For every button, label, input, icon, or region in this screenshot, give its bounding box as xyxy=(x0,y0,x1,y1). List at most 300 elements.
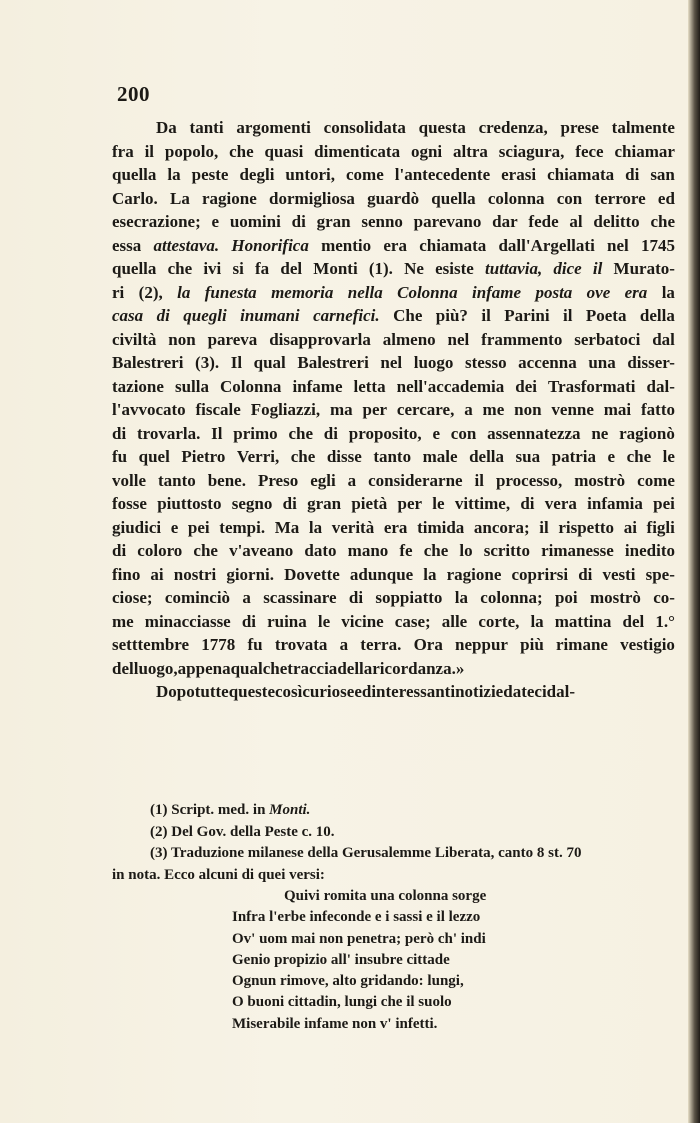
word: ne xyxy=(591,423,609,443)
text-line xyxy=(112,163,675,187)
word: Verri, xyxy=(236,447,280,466)
word: gran xyxy=(316,212,351,231)
word: primo xyxy=(233,423,278,443)
word: considerarne xyxy=(368,470,463,490)
word: cominciò xyxy=(164,588,231,607)
word: colonna; xyxy=(480,588,543,607)
word: Dovette xyxy=(284,564,340,584)
word: (3). xyxy=(195,353,220,372)
word: prese xyxy=(560,118,599,137)
word: come xyxy=(637,470,675,490)
word: Ne xyxy=(404,259,424,278)
word: che xyxy=(288,423,314,443)
word: neppur xyxy=(455,635,508,654)
word: ciose; xyxy=(112,588,153,607)
word: l'antecedente xyxy=(394,165,491,184)
word: luogo, xyxy=(133,658,178,678)
word: carnefici. xyxy=(313,306,380,325)
word: Murato- xyxy=(613,259,675,278)
text-line xyxy=(112,281,675,305)
word: e xyxy=(607,447,616,466)
word: ragione xyxy=(202,188,257,208)
verse-line: Genio propizio all' insubre cittade xyxy=(232,951,450,968)
word: chiamata xyxy=(547,165,615,184)
word: talmente xyxy=(611,118,675,137)
word: del xyxy=(622,611,645,631)
word: notizie xyxy=(455,682,504,701)
footnote-3-line-2: in nota. Ecco alcuni di quei versi: xyxy=(112,866,325,883)
word: e xyxy=(170,517,179,537)
word: infame xyxy=(471,282,522,302)
word: il xyxy=(539,517,549,537)
word: inumani xyxy=(240,306,300,325)
word: era xyxy=(624,282,648,302)
word: fu xyxy=(112,447,128,466)
word: di xyxy=(241,611,256,631)
word: memoria xyxy=(271,282,334,302)
word: Ma xyxy=(274,517,300,537)
word: più? xyxy=(435,306,468,325)
word: minacciasse xyxy=(144,611,231,631)
word: Balestreri xyxy=(112,353,184,372)
word: la xyxy=(177,282,191,302)
word: queste xyxy=(228,682,275,701)
word: disser- xyxy=(627,353,675,372)
verse-line: Infra l'erbe infeconde e i sassi e il lezzo xyxy=(232,909,481,926)
word: della xyxy=(337,658,373,678)
word: le xyxy=(662,447,675,466)
word: di xyxy=(156,306,170,325)
word: di xyxy=(291,212,306,231)
word: della xyxy=(639,306,675,325)
word: esecrazione; xyxy=(112,212,201,231)
word: disse xyxy=(326,447,362,466)
word: fece xyxy=(575,141,604,161)
word: dimenticata xyxy=(314,141,401,161)
word: e xyxy=(211,212,220,231)
word: il xyxy=(474,470,484,490)
word: gran xyxy=(307,494,342,513)
word: con xyxy=(556,188,583,208)
word: untori, xyxy=(285,165,336,184)
word: quegli xyxy=(183,306,227,325)
word: 1745 xyxy=(641,235,675,255)
word: più xyxy=(520,635,544,654)
word: con xyxy=(450,423,477,443)
text-line xyxy=(112,257,675,281)
word: quasi xyxy=(264,141,304,161)
word: ragione xyxy=(446,564,502,584)
text-line xyxy=(112,328,675,352)
word: argomenti xyxy=(236,118,311,137)
word: per xyxy=(397,494,423,513)
word: fede xyxy=(528,212,559,231)
word: civiltà xyxy=(112,329,157,349)
word: almeno xyxy=(382,329,436,349)
footnote-1-text: (1) Script. med. in xyxy=(150,802,266,818)
word: di xyxy=(323,423,338,443)
text-line xyxy=(112,516,675,540)
word: sciagura, xyxy=(498,141,565,161)
word: quella xyxy=(431,188,476,208)
text-line xyxy=(112,234,675,258)
word: Da xyxy=(156,118,177,137)
word: popolo, xyxy=(164,141,219,161)
word: spe- xyxy=(645,564,675,584)
word: adunque xyxy=(349,564,414,584)
word: guardò xyxy=(367,188,420,208)
word: che xyxy=(193,541,218,560)
text-line xyxy=(112,140,675,164)
word: disapprovarla xyxy=(269,329,371,349)
word: che xyxy=(650,212,675,231)
text-line xyxy=(112,210,675,234)
word: delitto xyxy=(593,212,640,231)
word: accenna xyxy=(518,353,577,372)
word: a xyxy=(464,400,473,419)
word: dei xyxy=(515,376,538,396)
word: a xyxy=(339,635,349,654)
word: giorni. xyxy=(226,564,275,584)
word: mostrò xyxy=(574,470,626,490)
word: pietà xyxy=(351,494,388,513)
footnote-3-line-1: (3) Traduzione milanese della Gerusalemme Liberata, canto 8 st. 70 xyxy=(150,845,582,861)
word: di xyxy=(625,165,640,184)
word: ri xyxy=(112,282,125,302)
word: frammento xyxy=(481,329,563,349)
word: ancora; xyxy=(473,517,530,537)
text-line xyxy=(112,351,675,375)
word: la xyxy=(423,564,437,584)
word: scritto xyxy=(483,541,530,560)
word: parevano xyxy=(413,212,482,231)
word: tanto xyxy=(157,470,196,490)
word: inedito xyxy=(624,541,675,560)
word: ma xyxy=(329,400,353,419)
word: me xyxy=(112,611,134,631)
word: mostrò xyxy=(589,588,641,607)
word: di xyxy=(112,541,127,560)
word: fe xyxy=(399,541,413,560)
word: lo xyxy=(459,541,473,560)
word: infamia xyxy=(587,494,643,513)
text-line xyxy=(112,586,675,610)
word: erasi xyxy=(501,165,537,184)
word: le xyxy=(317,611,331,631)
footnote-1 xyxy=(112,800,675,822)
word: fatto xyxy=(641,400,675,419)
word: la xyxy=(454,588,468,607)
word: terrore xyxy=(594,188,646,208)
word: di xyxy=(348,588,364,607)
text-line xyxy=(112,680,675,704)
text-line xyxy=(112,610,675,634)
word: l'avvocato xyxy=(112,400,186,419)
word: dar xyxy=(492,212,518,231)
text-line xyxy=(112,187,675,211)
word: (1). xyxy=(368,259,393,278)
word: proposito, xyxy=(348,423,422,443)
word: esiste xyxy=(435,259,474,278)
word: Balestreri xyxy=(297,353,369,372)
text-line xyxy=(112,492,675,516)
word: qual xyxy=(253,353,286,372)
word: (2), xyxy=(138,282,163,302)
word: trovarla. xyxy=(136,423,201,443)
word: poi xyxy=(554,588,578,607)
word: dormigliosa xyxy=(268,188,355,208)
word: appena xyxy=(177,658,231,678)
text-line xyxy=(112,539,675,563)
word: si xyxy=(232,259,244,278)
word: la xyxy=(308,517,323,537)
word: uomini xyxy=(229,212,281,231)
page-number: 200 xyxy=(117,82,150,106)
text-line xyxy=(112,116,675,140)
word: Il xyxy=(230,353,243,372)
word: nel xyxy=(447,329,470,349)
word: tuttavia, xyxy=(485,259,543,278)
verse-line: O buoni cittadin, lungi che il suolo xyxy=(232,994,452,1011)
word: Monti xyxy=(313,259,358,278)
word: credenza, xyxy=(478,118,548,137)
verse-quotation xyxy=(232,886,486,1035)
word: senno xyxy=(361,212,403,231)
word: fino xyxy=(112,564,141,584)
page-edge-shadow xyxy=(688,0,700,1123)
main-text xyxy=(112,116,675,704)
word: figli xyxy=(646,517,675,537)
word: degli xyxy=(239,165,275,184)
word: vera xyxy=(544,494,577,513)
word: traccia xyxy=(287,658,338,678)
word: assennatezza xyxy=(487,423,581,443)
word: ricordanza. xyxy=(372,658,456,678)
word: questa xyxy=(418,118,466,137)
word: Preso xyxy=(257,470,299,490)
word: setttembre xyxy=(112,635,190,654)
word: v'aveano xyxy=(229,541,294,560)
text-line xyxy=(112,469,675,493)
text-line xyxy=(112,633,675,657)
word: rimanesse xyxy=(541,541,614,560)
word: la xyxy=(167,165,181,184)
word: era xyxy=(383,235,407,255)
text-line xyxy=(112,398,675,422)
word: ruina xyxy=(267,611,307,631)
word: tempi. xyxy=(219,517,266,537)
word: dall'Argellati xyxy=(498,235,595,255)
word: Ora xyxy=(413,635,443,654)
text-line xyxy=(112,375,675,399)
word: di xyxy=(520,494,535,513)
verse-line: Quivi romita una colonna sorge xyxy=(284,888,487,904)
verse-line: Miserabile infame non v' infetti. xyxy=(232,1015,438,1032)
word: la xyxy=(661,282,675,302)
word: Colonna xyxy=(397,282,458,302)
word: segno xyxy=(231,494,273,513)
word: ragionò xyxy=(619,423,675,443)
word: bene. xyxy=(207,470,246,490)
word: a xyxy=(242,588,251,607)
word: rimane xyxy=(556,635,608,654)
word: san xyxy=(650,165,675,184)
word: fiscale xyxy=(195,400,241,419)
word: Carlo. xyxy=(112,188,158,208)
word: qualche xyxy=(230,658,288,678)
word: colonna xyxy=(487,188,545,208)
word: rispetto xyxy=(558,517,615,537)
word: Parini xyxy=(504,306,550,325)
word: nella xyxy=(347,282,383,302)
verse-line: Ognun rimove, alto gridando: lungi, xyxy=(232,973,464,990)
text-line xyxy=(112,422,675,446)
word: attestava. xyxy=(153,235,220,255)
word: il xyxy=(481,306,491,325)
word: ivi xyxy=(203,259,222,278)
word: me xyxy=(482,400,505,419)
word: essa xyxy=(112,235,142,255)
word: che xyxy=(423,541,449,560)
word: letta xyxy=(353,376,386,396)
word: mai xyxy=(603,400,632,419)
word: timida xyxy=(417,517,465,537)
word: il xyxy=(144,141,155,161)
footnote-1-italic: Monti. xyxy=(269,802,311,818)
word: di xyxy=(112,423,127,443)
word: volle xyxy=(112,470,146,490)
word: funesta xyxy=(204,282,257,302)
word: corte, xyxy=(478,611,520,631)
word: 1778 xyxy=(201,635,236,654)
word: La xyxy=(169,188,190,208)
word: ai xyxy=(150,564,164,584)
word: terra. xyxy=(360,635,402,654)
word: dateci xyxy=(503,682,547,701)
word: vesti xyxy=(602,564,636,584)
word: posta xyxy=(535,282,573,302)
word: coloro xyxy=(137,541,183,560)
word: le xyxy=(432,494,445,513)
word: altra xyxy=(453,141,488,161)
word: Trasformati xyxy=(548,376,636,396)
word: alle xyxy=(441,611,468,631)
word: vittime, xyxy=(454,494,511,513)
word: tutte xyxy=(194,682,229,701)
word: Che xyxy=(393,306,423,325)
word: ai xyxy=(623,517,637,537)
word: del xyxy=(280,259,303,278)
word: quella xyxy=(112,165,157,184)
word: vestigio xyxy=(620,635,675,654)
word: nel xyxy=(380,353,403,372)
word: come xyxy=(346,165,384,184)
text-line xyxy=(112,445,675,469)
word: mentio xyxy=(321,235,372,255)
word: per xyxy=(362,400,388,419)
word: mattina xyxy=(554,611,612,631)
word: Colonna xyxy=(220,376,282,396)
word: infame xyxy=(292,376,343,396)
word: scassinare xyxy=(263,588,337,607)
word: chiamata xyxy=(419,235,487,255)
word: una xyxy=(588,353,616,372)
word: Poeta xyxy=(585,306,627,325)
word: e xyxy=(432,423,440,443)
word: consolidata xyxy=(323,118,406,137)
word: sulla xyxy=(174,376,209,396)
word: patria xyxy=(551,447,597,466)
word: ove xyxy=(586,282,611,302)
word: dal- xyxy=(546,682,576,701)
word: era xyxy=(383,517,408,537)
word: dal xyxy=(652,329,675,349)
footnote-2: (2) Del Gov. della Peste c. 10. xyxy=(150,823,335,840)
word: Fogliazzi, xyxy=(250,400,321,419)
word: » xyxy=(455,658,465,678)
word: ogni xyxy=(410,141,443,161)
word: che xyxy=(290,447,316,466)
word: mano xyxy=(347,541,389,560)
word: ed xyxy=(657,188,675,208)
word: 1.° xyxy=(655,611,675,631)
word: fa xyxy=(255,259,270,278)
word: al xyxy=(569,212,583,231)
word: processo, xyxy=(495,470,563,490)
word: co- xyxy=(653,588,675,607)
word: Honorifica xyxy=(231,235,309,255)
word: coprirsi xyxy=(511,564,569,584)
word: che xyxy=(626,447,652,466)
word: stesso xyxy=(465,353,507,372)
word: del xyxy=(112,658,134,678)
word: fosse xyxy=(112,494,147,513)
word: di xyxy=(282,494,297,513)
word: pei xyxy=(653,494,675,513)
word: il xyxy=(592,259,603,278)
word: vicine xyxy=(341,611,384,631)
word: sua xyxy=(515,447,541,466)
word: cercare, xyxy=(396,400,455,419)
word: chiamar xyxy=(614,141,675,161)
word: curiose xyxy=(302,682,355,701)
word: tazione xyxy=(112,376,164,396)
word: che xyxy=(229,141,254,161)
word: serbatoci xyxy=(574,329,641,349)
word: tanto xyxy=(373,447,412,466)
word: nel xyxy=(607,235,629,255)
word: nell'accademia xyxy=(396,376,505,396)
word: quel xyxy=(138,447,170,466)
word: piuttosto xyxy=(157,494,222,513)
word: giudici xyxy=(112,517,162,537)
word: il xyxy=(563,306,573,325)
word: della xyxy=(469,447,505,466)
word: interessanti xyxy=(371,682,456,701)
footnotes xyxy=(112,800,675,886)
word: la xyxy=(530,611,544,631)
word: egli xyxy=(310,470,336,490)
word: nostri xyxy=(173,564,217,584)
word: verità xyxy=(331,517,375,537)
word: a xyxy=(347,470,357,490)
word: ed xyxy=(354,682,372,701)
word: che xyxy=(167,259,193,278)
word: peste xyxy=(191,165,229,184)
word: casa xyxy=(112,306,144,325)
word: male xyxy=(422,447,458,466)
word: Dopo xyxy=(156,682,195,701)
